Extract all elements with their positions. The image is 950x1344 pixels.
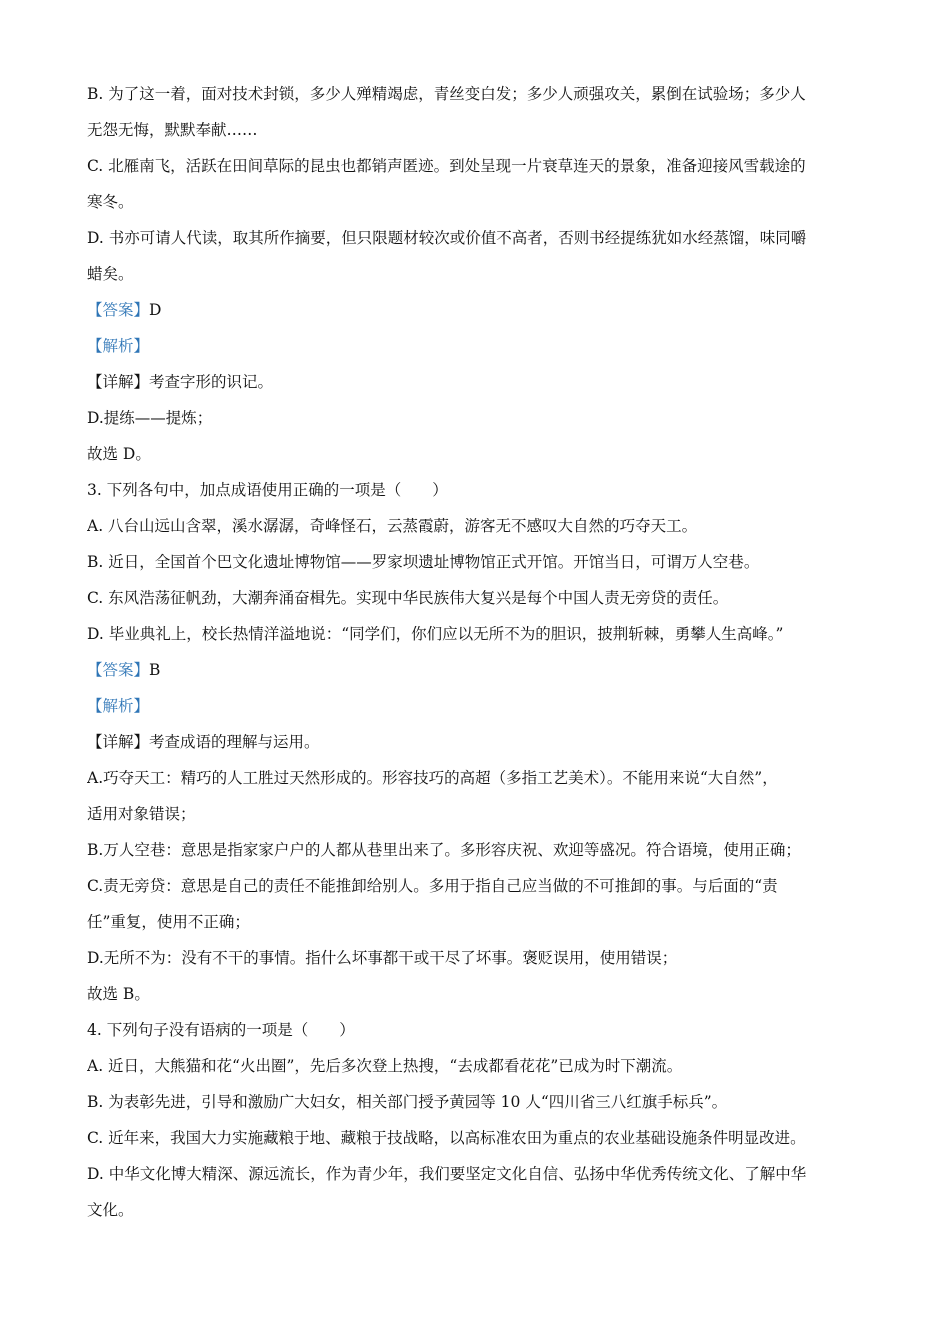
q3-explain-c-line1: C.责无旁贷：意思是自己的责任不能推卸给别人。多用于指自己应当做的不可推卸的事。与后面的“责 xyxy=(87,877,778,895)
option-text-end: 。 xyxy=(743,553,760,571)
q3-option-a xyxy=(87,508,867,544)
q2-conclusion: 故选 D。 xyxy=(87,445,151,463)
q2-option-d-line2: 蜡矣。 xyxy=(87,265,134,283)
dotted-char: 无 xyxy=(473,625,489,643)
q2-analysis xyxy=(87,328,867,364)
q3-option-b xyxy=(87,544,867,580)
q4-stem: 4. 下列句子没有语病的一项是（ ） xyxy=(87,1021,355,1039)
q3-explain-c-line2: 任”重复，使用不正确； xyxy=(87,913,250,931)
q4-option-b: B. 为表彰先进，引导和激励广大妇女，相关部门授予黄园等 10 人“四川省三八红旗手标兵”。 xyxy=(87,1093,728,1111)
dotted-char: 空 xyxy=(712,553,729,571)
option-text: B. 近日，全国首个巴文化遗址博物馆——罗家坝遗址博物馆正式开馆。开馆当日，可谓 xyxy=(87,553,682,571)
q3-conclusion: 故选 B。 xyxy=(87,985,150,1003)
detail-tag: 【详解】 xyxy=(87,733,150,751)
q3-answer xyxy=(87,652,867,688)
answer-value: D xyxy=(149,301,162,319)
analysis-tag: 【解析】 xyxy=(87,337,150,355)
dotted-char: 贷 xyxy=(650,589,667,607)
q2-detail xyxy=(87,364,867,400)
dotted-char: 所 xyxy=(488,625,505,643)
analysis-tag: 【解析】 xyxy=(87,697,150,715)
q3-option-c xyxy=(87,580,867,616)
q3-explain-a-line1: A.巧夺天工：精巧的人工胜过天然形成的。形容技巧的高超（多指工艺美术）。不能用来说“大自然”， xyxy=(87,769,778,787)
q4-option-d-line2: 文化。 xyxy=(87,1201,134,1219)
dotted-char: 人 xyxy=(697,553,713,571)
option-text-end: 。 xyxy=(681,517,698,535)
detail-tag: 【详解】 xyxy=(87,373,150,391)
q3-explain-a-line2: 适用对象错误； xyxy=(87,805,196,823)
detail-text: 考查字形的识记。 xyxy=(149,373,274,391)
dotted-char: 夺 xyxy=(635,517,651,535)
q2-option-c-line2: 寒冬。 xyxy=(87,193,134,211)
answer-tag: 【答案】 xyxy=(87,301,150,319)
dotted-char: 巧 xyxy=(619,517,636,535)
q2-option-b-line1: B. 为了这一着，面对技术封锁，多少人殚精竭虑，青丝变白发；多少人顽强攻关，累倒在试验场；多少人 xyxy=(87,85,806,103)
q4-option-a: A. 近日，大熊猫和花“火出圈”，先后多次登上热搜，“去成都看花花”已成为时下潮流。 xyxy=(87,1057,683,1075)
q3-stem: 3. 下列各句中，加点成语使用正确的一项是（ ） xyxy=(87,481,448,499)
option-text: A. 八台山远山含翠，溪水潺潺，奇峰怪石，云蒸霞蔚，游客无不感叹大自然的 xyxy=(87,517,620,535)
dotted-char: 万 xyxy=(681,553,698,571)
q3-option-d xyxy=(87,616,867,652)
option-text: C. 东风浩荡征帆劲，大潮奔涌奋楫先。实现中华民族伟大复兴是每个中国人 xyxy=(87,589,605,607)
q3-analysis xyxy=(87,688,867,724)
answer-value: B xyxy=(149,661,161,679)
q4-option-c: C. 近年来，我国大力实施藏粮于地、藏粮于技战略，以高标准农田为重点的农业基础设施条件明显改进。 xyxy=(87,1129,806,1147)
q3-detail xyxy=(87,724,867,760)
q2-answer xyxy=(87,292,867,328)
option-text: D. 毕业典礼上，校长热情洋溢地说：“同学们，你们应以 xyxy=(87,625,474,643)
q2-option-c-line1: C. 北雁南飞，活跃在田间草际的昆虫也都销声匿迹。到处呈现一片衰草连天的景象，准备迎接风雪载途的 xyxy=(87,157,806,175)
q3-explain-d: D.无所不为：没有不干的事情。指什么坏事都干或干尽了坏事。褒贬误用，使用错误； xyxy=(87,949,678,967)
q2-fix: D.提练——提炼； xyxy=(87,409,213,427)
q2-option-d-line1: D. 书亦可请人代读，取其所作摘要，但只限题材较次或价值不高者，否则书经提练犹如水经蒸馏，味同嚼 xyxy=(87,229,807,247)
dotted-char: 责 xyxy=(604,589,620,607)
answer-tag: 【答案】 xyxy=(87,661,150,679)
detail-text: 考查成语的理解与运用。 xyxy=(149,733,320,751)
q3-explain-b: B.万人空巷：意思是指家家户户的人都从巷里出来了。多形容庆祝、欢迎等盛况。符合语境，使用正确； xyxy=(87,841,801,859)
dotted-char: 为 xyxy=(519,625,536,643)
q4-option-d-line1: D. 中华文化博大精深、源远流长，作为青少年，我们要坚定文化自信、弘扬中华优秀传统文化、了解中华 xyxy=(87,1165,807,1183)
option-text-end: 的胆识，披荆斩棘，勇攀人生高峰。” xyxy=(535,625,784,643)
dotted-char: 不 xyxy=(504,625,520,643)
q2-option-b-line2: 无怨无悔，默默奉献…… xyxy=(87,121,258,139)
dotted-char: 天 xyxy=(650,517,667,535)
document-body xyxy=(87,76,867,1228)
dotted-char: 旁 xyxy=(635,589,651,607)
dotted-char: 无 xyxy=(619,589,636,607)
option-text-end: 的责任。 xyxy=(666,589,729,607)
dotted-char: 工 xyxy=(666,517,682,535)
dotted-char: 巷 xyxy=(728,553,744,571)
